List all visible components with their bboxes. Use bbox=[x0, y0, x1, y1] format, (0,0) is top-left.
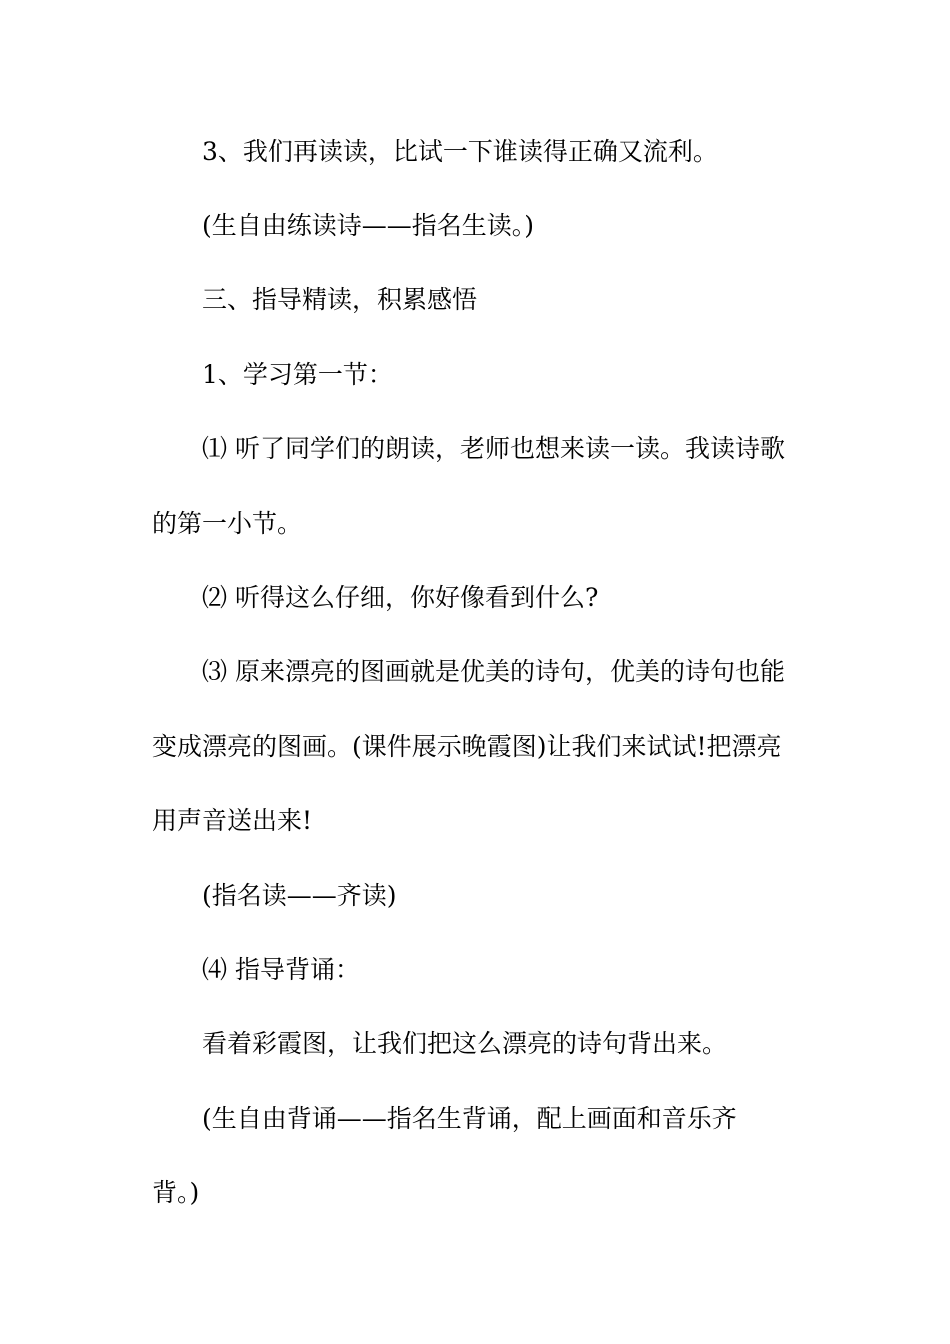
paragraph-line: ⑶ 原来漂亮的图画就是优美的诗句，优美的诗句也能 bbox=[202, 657, 785, 686]
paragraph-line: 看着彩霞图，让我们把这么漂亮的诗句背出来。 bbox=[202, 1029, 728, 1058]
paragraph-line: (指名读——齐读) bbox=[202, 881, 397, 910]
subsection-heading: 1、学习第一节： bbox=[202, 360, 393, 389]
paragraph-line: (生自由练读诗——指名生读。) bbox=[202, 211, 535, 240]
paragraph-line: (生自由背诵——指名生背诵，配上画面和音乐齐 bbox=[202, 1104, 737, 1133]
paragraph-line: 用声音送出来! bbox=[152, 806, 313, 835]
paragraph-line: 的第一小节。 bbox=[152, 509, 303, 538]
paragraph-line: 变成漂亮的图画。(课件展示晚霞图)让我们来试试!把漂亮 bbox=[152, 732, 782, 761]
paragraph-line: ⑴ 听了同学们的朗读，老师也想来读一读。我读诗歌 bbox=[202, 434, 785, 463]
paragraph-line: ⑷ 指导背诵： bbox=[202, 955, 360, 984]
paragraph-line: 背。) bbox=[152, 1178, 200, 1207]
paragraph-line: 3、我们再读读，比试一下谁读得正确又流利。 bbox=[202, 137, 718, 166]
paragraph-line: ⑵ 听得这么仔细，你好像看到什么? bbox=[202, 583, 599, 612]
section-heading: 三、指导精读，积累感悟 bbox=[202, 285, 478, 314]
